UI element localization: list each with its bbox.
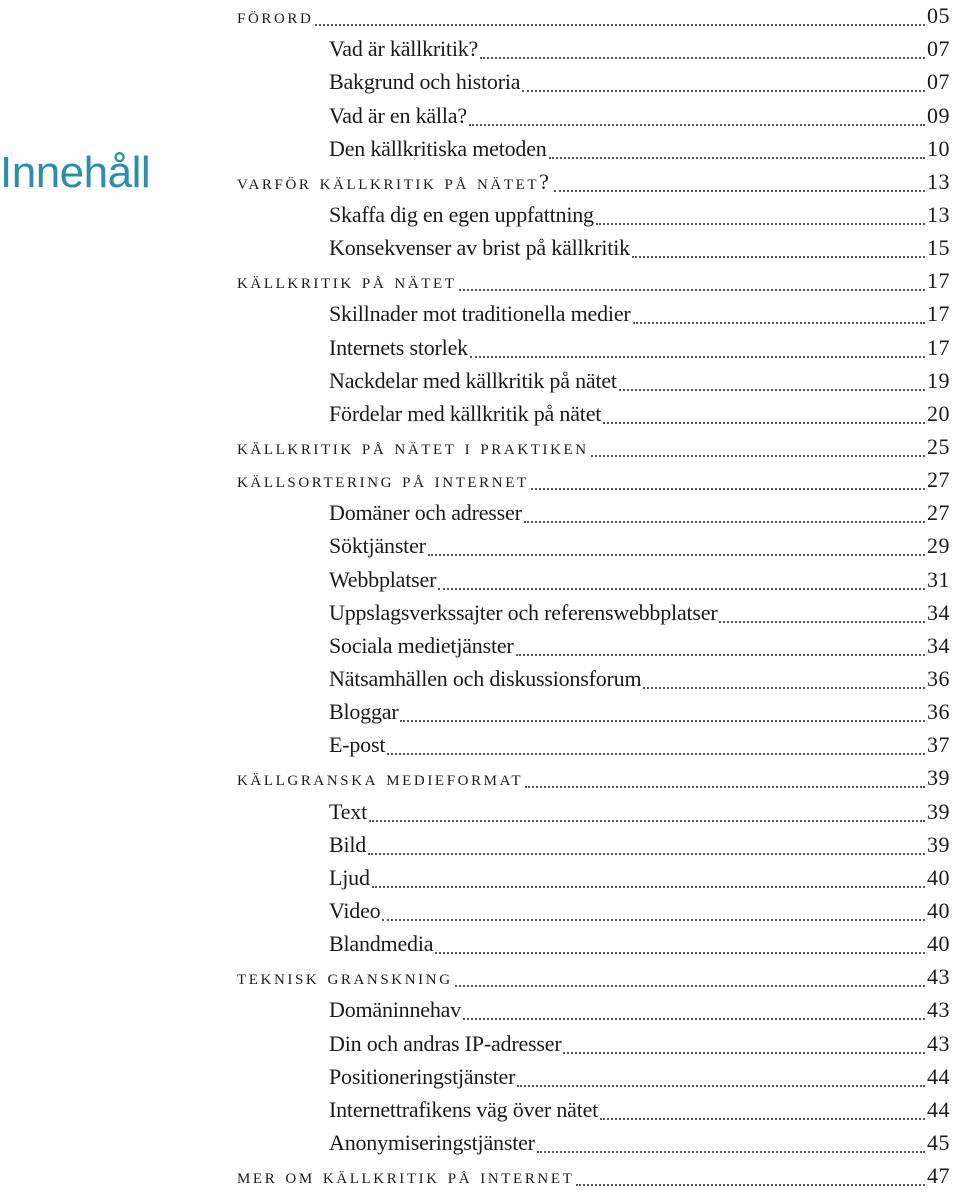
toc-entry-page-number: 20 bbox=[927, 400, 950, 426]
toc-entry-page-number: 40 bbox=[927, 864, 950, 890]
toc-entry-page-number: 31 bbox=[927, 566, 950, 592]
page-title: Innehåll bbox=[0, 148, 151, 197]
toc-section-entry[interactable] bbox=[237, 464, 950, 497]
dot-leader bbox=[591, 451, 925, 457]
toc-entry-label: Uppslagsverkssajter och referenswebbplatser bbox=[329, 599, 718, 625]
toc-entry-page-number: 40 bbox=[927, 931, 950, 957]
toc-sub-entry[interactable] bbox=[237, 1027, 950, 1060]
dot-leader bbox=[563, 1048, 925, 1054]
toc-entry-label: källkritik på nätet bbox=[237, 268, 457, 294]
dot-leader bbox=[428, 550, 925, 556]
toc-entry-label: Domäninnehav bbox=[329, 997, 462, 1023]
toc-entry-page-number: 05 bbox=[927, 3, 950, 29]
dot-leader bbox=[525, 782, 925, 788]
toc-sub-entry[interactable] bbox=[237, 398, 950, 431]
toc-sub-entry[interactable] bbox=[237, 1127, 950, 1160]
dot-leader bbox=[719, 617, 925, 623]
toc-entry-page-number: 25 bbox=[927, 433, 950, 459]
dot-leader bbox=[596, 219, 925, 225]
toc-section-entry[interactable] bbox=[237, 431, 950, 464]
toc-sub-entry[interactable] bbox=[237, 663, 950, 696]
dot-leader bbox=[463, 1014, 925, 1020]
toc-sub-entry[interactable] bbox=[237, 331, 950, 364]
toc-sub-entry[interactable] bbox=[237, 862, 950, 895]
toc-entry-page-number: 27 bbox=[927, 500, 950, 526]
toc-entry-label: Ljud bbox=[329, 864, 370, 890]
toc-entry-page-number: 17 bbox=[927, 268, 950, 294]
toc-entry-page-number: 44 bbox=[927, 1096, 950, 1122]
toc-entry-label: källkritik på nätet i praktiken bbox=[237, 433, 589, 459]
dot-leader bbox=[524, 517, 925, 523]
toc-entry-page-number: 34 bbox=[927, 599, 950, 625]
toc-section-entry[interactable] bbox=[237, 762, 950, 795]
dot-leader bbox=[531, 484, 925, 490]
dot-leader bbox=[619, 385, 925, 391]
dot-leader bbox=[522, 86, 925, 92]
toc-sub-entry[interactable] bbox=[237, 1061, 950, 1094]
dot-leader bbox=[517, 1081, 925, 1087]
toc-sub-entry[interactable] bbox=[237, 829, 950, 862]
dot-leader bbox=[382, 915, 925, 921]
toc-entry-page-number: 43 bbox=[927, 1030, 950, 1056]
dot-leader bbox=[549, 153, 925, 159]
toc-entry-page-number: 39 bbox=[927, 798, 950, 824]
dot-leader bbox=[387, 749, 925, 755]
toc-entry-page-number: 34 bbox=[927, 632, 950, 658]
toc-entry-page-number: 07 bbox=[927, 69, 950, 95]
toc-entry-label: källsortering på internet bbox=[237, 467, 529, 493]
toc-entry-label: Bakgrund och historia bbox=[329, 69, 521, 95]
toc-entry-page-number: 36 bbox=[927, 665, 950, 691]
table-of-contents bbox=[237, 0, 950, 1193]
toc-entry-page-number: 43 bbox=[927, 964, 950, 990]
toc-entry-page-number: 07 bbox=[927, 36, 950, 62]
toc-section-entry[interactable] bbox=[237, 1160, 950, 1193]
toc-sub-entry[interactable] bbox=[237, 530, 950, 563]
dot-leader bbox=[554, 186, 925, 192]
toc-entry-label: E-post bbox=[329, 732, 386, 758]
dot-leader bbox=[603, 418, 925, 424]
toc-entry-label: Blandmedia bbox=[329, 931, 434, 957]
toc-entry-label: Anonymiseringstjänster bbox=[329, 1129, 535, 1155]
toc-section-entry[interactable] bbox=[237, 265, 950, 298]
toc-sub-entry[interactable] bbox=[237, 66, 950, 99]
toc-sub-entry[interactable] bbox=[237, 232, 950, 265]
dot-leader bbox=[633, 318, 925, 324]
toc-entry-label: mer om källkritik på internet bbox=[237, 1163, 575, 1189]
toc-entry-label: Internettrafikens väg över nätet bbox=[329, 1096, 599, 1122]
toc-entry-page-number: 13 bbox=[927, 168, 950, 194]
toc-sub-entry[interactable] bbox=[237, 563, 950, 596]
toc-entry-label: Söktjänster bbox=[329, 533, 426, 559]
dot-leader bbox=[643, 683, 925, 689]
dot-leader bbox=[480, 53, 925, 59]
dot-leader bbox=[576, 1180, 925, 1186]
toc-sub-entry[interactable] bbox=[237, 298, 950, 331]
toc-entry-label: Domäner och adresser bbox=[329, 500, 522, 526]
toc-entry-page-number: 37 bbox=[927, 732, 950, 758]
toc-entry-page-number: 13 bbox=[927, 201, 950, 227]
toc-sub-entry[interactable] bbox=[237, 994, 950, 1027]
toc-sub-entry[interactable] bbox=[237, 630, 950, 663]
toc-section-entry[interactable] bbox=[237, 166, 950, 199]
toc-entry-page-number: 40 bbox=[927, 897, 950, 923]
toc-entry-label: Skillnader mot traditionella medier bbox=[329, 301, 631, 327]
toc-entry-label: Video bbox=[329, 897, 381, 923]
toc-entry-label: varför källkritik på nätet? bbox=[237, 168, 552, 194]
dot-leader bbox=[537, 1147, 925, 1153]
toc-entry-page-number: 47 bbox=[927, 1163, 950, 1189]
toc-sub-entry[interactable] bbox=[237, 133, 950, 166]
toc-entry-page-number: 39 bbox=[927, 831, 950, 857]
toc-entry-page-number: 27 bbox=[927, 467, 950, 493]
toc-entry-label: teknisk granskning bbox=[237, 964, 453, 990]
dot-leader bbox=[469, 120, 925, 126]
toc-entry-page-number: 45 bbox=[927, 1129, 950, 1155]
toc-entry-label: Din och andras IP-adresser bbox=[329, 1030, 562, 1056]
toc-entry-page-number: 29 bbox=[927, 533, 950, 559]
toc-entry-label: Skaffa dig en egen uppfattning bbox=[329, 201, 594, 227]
toc-entry-label: Den källkritiska metoden bbox=[329, 135, 547, 161]
dot-leader bbox=[459, 285, 925, 291]
toc-sub-entry[interactable] bbox=[237, 199, 950, 232]
dot-leader bbox=[438, 584, 925, 590]
toc-entry-label: Nackdelar med källkritik på nätet bbox=[329, 367, 617, 393]
toc-sub-entry[interactable] bbox=[237, 99, 950, 132]
toc-entry-label: Webbplatser bbox=[329, 566, 437, 592]
toc-entry-label: Vad är en källa? bbox=[329, 102, 467, 128]
dot-leader bbox=[632, 252, 925, 258]
dot-leader bbox=[315, 20, 925, 26]
toc-entry-label: Sociala medietjänster bbox=[329, 632, 514, 658]
toc-sub-entry[interactable] bbox=[237, 795, 950, 828]
dot-leader bbox=[470, 352, 925, 358]
toc-entry-page-number: 17 bbox=[927, 301, 950, 327]
dot-leader bbox=[600, 1114, 925, 1120]
toc-entry-label: Positioneringstjänster bbox=[329, 1063, 516, 1089]
dot-leader bbox=[455, 981, 925, 987]
toc-section-entry[interactable] bbox=[237, 0, 950, 33]
toc-sub-entry[interactable] bbox=[237, 33, 950, 66]
toc-sub-entry[interactable] bbox=[237, 895, 950, 928]
toc-sub-entry[interactable] bbox=[237, 928, 950, 961]
dot-leader bbox=[400, 716, 925, 722]
toc-entry-label: Bloggar bbox=[329, 699, 399, 725]
toc-entry-label: Bild bbox=[329, 831, 367, 857]
toc-sub-entry[interactable] bbox=[237, 365, 950, 398]
toc-entry-page-number: 10 bbox=[927, 135, 950, 161]
toc-entry-page-number: 39 bbox=[927, 765, 950, 791]
dot-leader bbox=[369, 816, 925, 822]
toc-entry-page-number: 09 bbox=[927, 102, 950, 128]
toc-sub-entry[interactable] bbox=[237, 696, 950, 729]
dot-leader bbox=[372, 882, 925, 888]
toc-entry-label: Nätsamhällen och diskussionsforum bbox=[329, 665, 642, 691]
toc-sub-entry[interactable] bbox=[237, 497, 950, 530]
toc-entry-label: Fördelar med källkritik på nätet bbox=[329, 400, 602, 426]
toc-entry-page-number: 43 bbox=[927, 997, 950, 1023]
toc-entry-page-number: 44 bbox=[927, 1063, 950, 1089]
toc-entry-page-number: 17 bbox=[927, 334, 950, 360]
dot-leader bbox=[516, 650, 925, 656]
toc-entry-label: Konsekvenser av brist på källkritik bbox=[329, 235, 630, 261]
dot-leader bbox=[368, 849, 925, 855]
toc-entry-label: källgranska medieformat bbox=[237, 765, 524, 791]
toc-entry-label: Internets storlek bbox=[329, 334, 468, 360]
toc-sub-entry[interactable] bbox=[237, 729, 950, 762]
toc-sub-entry[interactable] bbox=[237, 1094, 950, 1127]
toc-sub-entry[interactable] bbox=[237, 597, 950, 630]
toc-section-entry[interactable] bbox=[237, 961, 950, 994]
toc-entry-page-number: 15 bbox=[927, 235, 950, 261]
toc-entry-label: förord bbox=[237, 3, 314, 29]
toc-entry-label: Vad är källkritik? bbox=[329, 36, 479, 62]
toc-entry-page-number: 36 bbox=[927, 699, 950, 725]
toc-entry-page-number: 19 bbox=[927, 367, 950, 393]
toc-entry-label: Text bbox=[329, 798, 367, 824]
dot-leader bbox=[435, 948, 925, 954]
